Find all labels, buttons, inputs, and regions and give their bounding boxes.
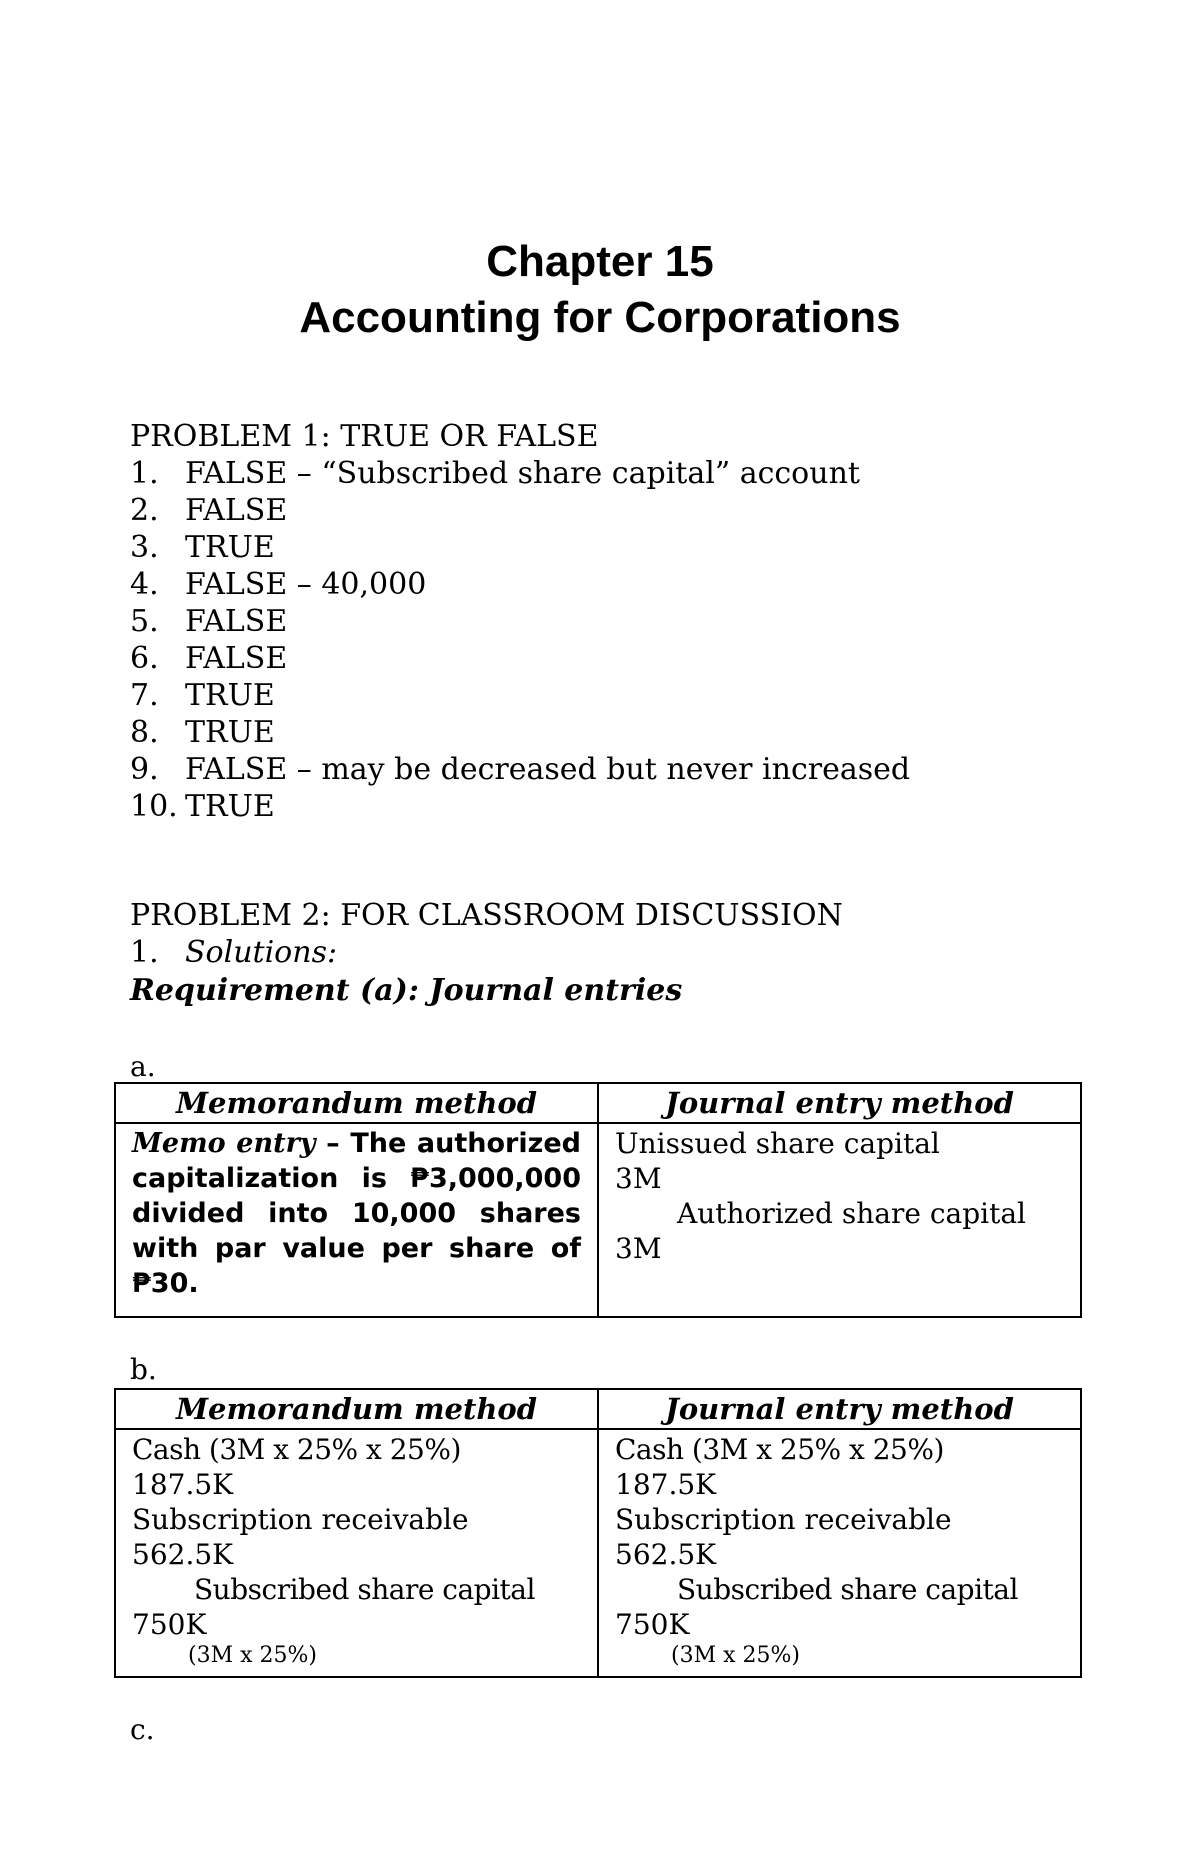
solutions-label: Solutions: xyxy=(185,935,338,970)
chapter-heading xyxy=(0,234,1200,346)
chapter-title: Accounting for Corporations xyxy=(299,293,901,342)
memo-entry-text: Memo entry – The authorized capitalization is ₱3,000,000 divided into 10,000 shares with par value per share of ₱30. xyxy=(132,1128,581,1299)
list-item: 1. FALSE – “Subscribed share capital” account xyxy=(130,456,860,491)
list-item: 3. TRUE xyxy=(130,530,275,565)
part-c-label: c. xyxy=(130,1713,155,1746)
chapter-number: Chapter 15 xyxy=(486,237,714,286)
requirement-heading: Requirement (a): Journal entries xyxy=(130,973,683,1008)
part-b-label: b. xyxy=(130,1353,157,1386)
list-item: 5. FALSE xyxy=(130,604,288,639)
journal-entry-method-header: Journal entry method xyxy=(598,1389,1081,1429)
true-false-list xyxy=(130,455,910,825)
memorandum-method-header: Memorandum method xyxy=(115,1389,598,1429)
list-item: 9. FALSE – may be decreased but never increased xyxy=(130,752,911,787)
part-a-table xyxy=(114,1082,1082,1318)
memorandum-method-header: Memorandum method xyxy=(115,1083,598,1123)
list-item: 8. TRUE xyxy=(130,715,275,750)
memorandum-entry-cell: Cash (3M x 25% x 25%) 187.5K Subscription receivable 562.5K Subscribed share capital 750K (3M x 25%) xyxy=(115,1429,598,1677)
problem2-heading: PROBLEM 2: FOR CLASSROOM DISCUSSION xyxy=(130,898,843,933)
journal-entry-cell: Unissued share capital 3M Authorized share capital 3M xyxy=(598,1123,1081,1317)
list-item: 2. FALSE xyxy=(130,493,288,528)
list-item: 6. FALSE xyxy=(130,641,288,676)
journal-entry-method-header: Journal entry method xyxy=(598,1083,1081,1123)
problem1-heading: PROBLEM 1: TRUE OR FALSE xyxy=(130,419,599,454)
list-item: 7. TRUE xyxy=(130,678,275,713)
part-b-table xyxy=(114,1388,1082,1678)
part-a-label: a. xyxy=(130,1050,156,1083)
list-item: 10. TRUE xyxy=(130,789,275,824)
list-item: 4. FALSE – 40,000 xyxy=(130,567,427,602)
journal-entry-cell: Cash (3M x 25% x 25%) 187.5K Subscription receivable 562.5K Subscribed share capital 750K (3M x 25%) xyxy=(598,1429,1081,1677)
solutions-line: 1. Solutions: xyxy=(130,935,338,970)
memo-entry-cell xyxy=(115,1123,598,1317)
